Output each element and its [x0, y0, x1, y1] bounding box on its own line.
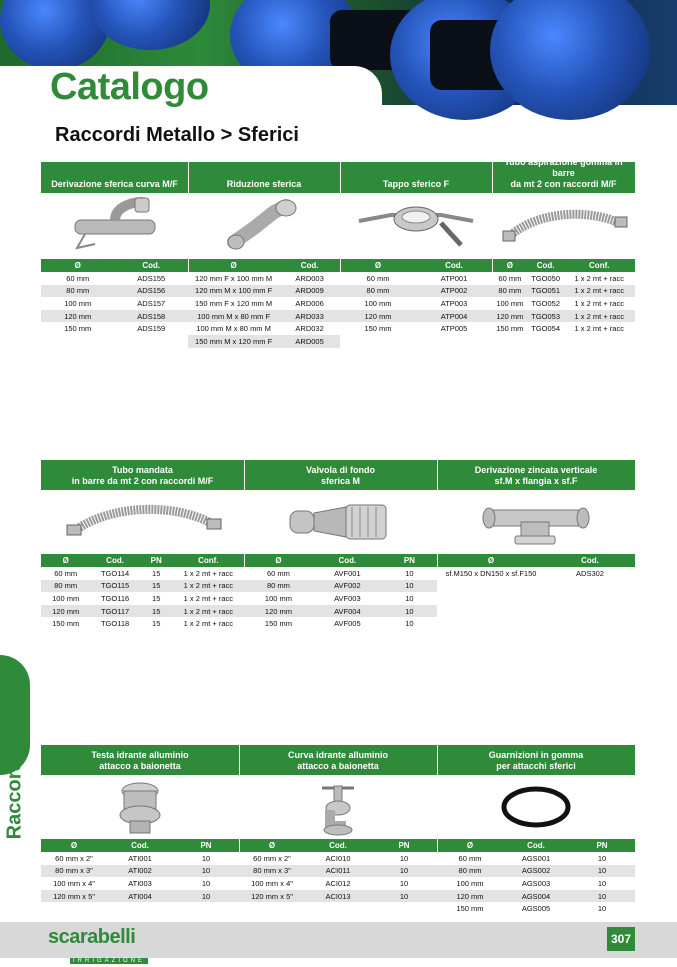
cell-pn: 15 — [152, 619, 161, 629]
table-row — [340, 272, 492, 285]
table-row — [437, 877, 635, 890]
product-image — [492, 193, 635, 259]
cell-diameter: 120 mm — [496, 311, 524, 321]
cell-pn: 10 — [405, 606, 414, 616]
column-header: PN — [398, 841, 410, 850]
table-row — [244, 592, 437, 605]
cell-code: TGO054 — [531, 324, 560, 334]
cell-code: ACI010 — [325, 853, 351, 863]
cell-diameter: 120 mm — [52, 606, 80, 616]
product-title-line: Tappo sferico F — [382, 179, 450, 189]
cell-conf: 1 x 2 mt + racc — [574, 311, 624, 321]
table-row — [492, 272, 635, 285]
cell-code: ATP005 — [440, 324, 468, 334]
product-block — [437, 745, 635, 920]
cell-code: AGS004 — [521, 891, 551, 901]
cell-code: ADS155 — [137, 273, 166, 283]
cell-diameter: 150 mm — [264, 619, 292, 629]
cell-code: ATI002 — [128, 866, 152, 876]
product-title — [41, 162, 188, 193]
product-block — [41, 460, 244, 635]
page-subtitle: Raccordi Metallo > Sferici — [55, 124, 299, 146]
table-row — [41, 592, 244, 605]
cell-diameter: 120 mm — [64, 311, 92, 321]
table-row — [41, 580, 244, 593]
cell-code: ARD033 — [295, 311, 324, 321]
product-title — [340, 162, 492, 193]
product-title-line: sferica M — [320, 476, 360, 486]
cell-diameter: 80 mm — [366, 286, 390, 296]
hydrant-head-icon — [110, 779, 170, 835]
divider — [188, 162, 189, 272]
cell-diameter: 60 mm x 2" — [253, 853, 291, 863]
product-table-section-1 — [41, 157, 635, 348]
cell-code: TGO052 — [531, 298, 560, 308]
table-row — [340, 310, 492, 323]
cell-diameter: 150 mm — [496, 324, 524, 334]
cell-pn: 10 — [405, 568, 414, 578]
cell-diameter: 150 mm — [52, 619, 80, 629]
cell-conf: 1 x 2 mt + racc — [183, 619, 234, 629]
table-row — [188, 322, 340, 335]
column-header: Conf. — [198, 556, 219, 565]
cell-pn: 10 — [405, 619, 414, 629]
product-block — [41, 162, 188, 348]
cell-conf: 1 x 2 mt + racc — [183, 568, 234, 578]
cell-diameter: 100 mm — [364, 298, 392, 308]
cell-code: TGO117 — [100, 606, 130, 616]
product-block — [244, 460, 437, 635]
table-row — [239, 890, 437, 903]
cell-diameter: 60 mm — [267, 568, 290, 578]
cell-code: ATI004 — [128, 891, 152, 901]
delivery-hose-icon — [63, 497, 223, 547]
column-header: Ø — [487, 556, 495, 565]
brand-name: scarabelli — [48, 926, 136, 948]
side-category-label: Raccorderia — [3, 723, 26, 840]
cell-pn: 10 — [597, 853, 607, 863]
product-title — [437, 745, 635, 775]
product-title-line: Riduzione sferica — [226, 179, 302, 189]
cell-code: AVF005 — [334, 619, 361, 629]
cell-code: ACI012 — [325, 878, 351, 888]
cell-pn: 10 — [399, 878, 409, 888]
cell-diameter: 100 mm — [264, 593, 292, 603]
column-header: Ø — [230, 261, 237, 270]
table-row — [41, 272, 188, 285]
product-image — [340, 193, 492, 259]
cell-pn: 15 — [152, 581, 161, 591]
pipe-fitting-shape — [90, 0, 210, 50]
cell-conf: 1 x 2 mt + racc — [574, 286, 624, 296]
cell-code: ATP002 — [440, 286, 468, 296]
cell-diameter: 60 mm — [54, 568, 78, 578]
divider — [437, 745, 438, 852]
table-row — [41, 605, 244, 618]
cell-diameter: 150 mm M x 120 mm F — [195, 336, 273, 346]
table-row — [340, 285, 492, 298]
cell-code: ARD003 — [295, 273, 324, 283]
product-title-line: Curva idrante alluminio — [287, 750, 389, 760]
cell-diameter: 80 mm x 3" — [253, 866, 291, 876]
cell-code: ADS156 — [137, 286, 166, 296]
cell-diameter: 150 mm — [364, 324, 392, 334]
cell-conf: 1 x 2 mt + racc — [574, 324, 624, 334]
spherical-cap-icon — [351, 201, 481, 251]
table-row — [492, 310, 635, 323]
product-table-section-3 — [41, 745, 635, 920]
product-title-line: attacco a baionetta — [297, 761, 379, 771]
cell-diameter: 100 mm — [456, 878, 484, 888]
table-row — [239, 865, 437, 878]
cell-pn: 10 — [201, 891, 211, 901]
brand-subtitle: IRRIGAZIONE — [70, 958, 148, 964]
cell-diameter: 150 mm F x 120 mm M — [195, 298, 273, 308]
column-headers — [239, 839, 437, 852]
curved-spherical-branch-icon — [65, 198, 165, 254]
divider — [437, 460, 438, 567]
cell-diameter: 80 mm — [54, 581, 78, 591]
product-title-line: Derivazione sferica curva M/F — [51, 179, 178, 189]
column-headers — [340, 259, 492, 272]
product-title-line: sf.M x flangia x sf.F — [494, 476, 578, 486]
cell-conf: 1 x 2 mt + racc — [183, 593, 234, 603]
product-title-line: Testa idrante alluminio — [91, 750, 189, 760]
table-row — [41, 865, 239, 878]
cell-diameter: 120 mm — [456, 891, 484, 901]
cell-code: ATP001 — [440, 273, 468, 283]
cell-diameter: 150 mm — [64, 324, 92, 334]
product-image — [41, 193, 188, 259]
spherical-reducer-icon — [224, 198, 304, 254]
product-title-line: Guarnizioni in gomma — [488, 750, 584, 760]
column-header: Ø — [466, 841, 474, 850]
cell-code: TGO115 — [100, 581, 130, 591]
table-row — [41, 297, 188, 310]
table-row — [41, 617, 244, 630]
column-header: Ø — [275, 556, 282, 565]
foot-valve-icon — [286, 499, 396, 545]
cell-diameter: 100 mm M x 80 mm F — [197, 311, 271, 321]
product-table-section-2 — [41, 460, 635, 635]
cell-code: ADS157 — [137, 298, 166, 308]
cell-diameter: 120 mm — [264, 606, 292, 616]
cell-pn: 10 — [399, 853, 409, 863]
table-row — [41, 322, 188, 335]
table-row — [437, 567, 635, 580]
cell-pn: 10 — [597, 866, 607, 876]
cell-code: AVF003 — [334, 593, 361, 603]
column-headers — [41, 259, 188, 272]
product-block — [492, 157, 635, 348]
cell-diameter: 120 mm F x 100 mm M — [195, 273, 273, 283]
cell-diameter: 120 mm M x 100 mm F — [195, 286, 273, 296]
cell-code: ATI003 — [128, 878, 152, 888]
product-title-line: per attacchi sferici — [496, 761, 576, 771]
cell-diameter: 80 mm — [498, 286, 522, 296]
column-headers — [437, 554, 635, 567]
column-header: PN — [596, 841, 608, 850]
suction-hose-icon — [499, 201, 629, 251]
table-row — [437, 902, 635, 915]
product-image — [188, 193, 340, 259]
product-title — [437, 460, 635, 490]
cell-pn: 10 — [597, 878, 607, 888]
table-row — [188, 310, 340, 323]
table-row — [492, 297, 635, 310]
table-row — [437, 852, 635, 865]
table-row — [188, 297, 340, 310]
cell-diameter: 60 mm — [66, 273, 90, 283]
product-title — [188, 162, 340, 193]
cell-conf: 1 x 2 mt + racc — [574, 298, 624, 308]
cell-code: ATI001 — [128, 853, 152, 863]
cell-diameter: 80 mm — [66, 286, 90, 296]
cell-diameter: 120 mm — [364, 311, 392, 321]
cell-code: ATP004 — [440, 311, 468, 321]
cell-pn: 10 — [399, 891, 409, 901]
divider — [239, 745, 240, 852]
cell-diameter: 100 mm — [64, 298, 92, 308]
table-row — [244, 605, 437, 618]
table-row — [239, 877, 437, 890]
cell-pn: 10 — [399, 866, 409, 876]
cell-code: ARD009 — [295, 286, 324, 296]
column-header: Ø — [506, 261, 513, 270]
product-image — [41, 775, 239, 839]
cell-conf: 1 x 2 mt + racc — [183, 606, 234, 616]
product-image — [41, 490, 244, 554]
cell-code: AGS002 — [521, 866, 551, 876]
product-block — [437, 460, 635, 635]
product-title — [492, 157, 635, 193]
cell-diameter: sf.M150 x DN150 x sf.F150 — [445, 568, 537, 578]
cell-pn: 10 — [405, 593, 414, 603]
product-image — [239, 775, 437, 839]
column-headers — [492, 259, 635, 272]
product-block — [239, 745, 437, 920]
product-title — [239, 745, 437, 775]
column-header: Cod. — [445, 261, 463, 270]
cell-diameter: 60 mm — [458, 853, 482, 863]
column-header: Cod. — [536, 261, 555, 270]
table-row — [41, 285, 188, 298]
hydrant-bend-icon — [308, 778, 368, 836]
product-title-line: in barre da mt 2 con raccordi M/F — [71, 476, 214, 486]
column-header: Cod. — [142, 261, 161, 270]
column-headers — [41, 839, 239, 852]
product-title — [41, 745, 239, 775]
cell-code: ADS159 — [137, 324, 166, 334]
divider — [340, 162, 341, 272]
cell-pn: 15 — [152, 593, 161, 603]
cell-diameter: 120 mm x 5" — [53, 891, 95, 901]
table-row — [340, 297, 492, 310]
column-header: Cod. — [329, 841, 347, 850]
column-header: Cod. — [527, 841, 545, 850]
cell-diameter: 80 mm x 3" — [55, 866, 93, 876]
cell-pn: 15 — [152, 606, 161, 616]
product-title-line: Derivazione zincata verticale — [474, 465, 598, 475]
column-header: Cod. — [300, 261, 319, 270]
brand-logo — [48, 926, 148, 967]
column-header: Ø — [62, 556, 69, 565]
product-title-line: da mt 2 con raccordi M/F — [510, 179, 617, 189]
column-headers — [188, 259, 340, 272]
cell-diameter: 100 mm M x 80 mm M — [196, 324, 271, 334]
cell-diameter: 150 mm — [456, 904, 484, 914]
column-headers — [437, 839, 635, 852]
cell-code: TGO050 — [531, 273, 560, 283]
cell-pn: 10 — [597, 904, 607, 914]
cell-code: ARD005 — [295, 336, 324, 346]
cell-code: AVF004 — [334, 606, 361, 616]
table-row — [244, 580, 437, 593]
cell-code: AGS001 — [521, 853, 551, 863]
rubber-gasket-icon — [496, 782, 576, 832]
product-image — [437, 490, 635, 554]
cell-code: AGS005 — [521, 904, 551, 914]
cell-diameter: 100 mm x 4" — [251, 878, 293, 888]
divider — [244, 460, 245, 567]
cell-diameter: 60 mm x 2" — [55, 853, 93, 863]
product-title-line: Valvola di fondo — [305, 465, 375, 475]
column-header: Cod. — [338, 556, 357, 565]
cell-conf: 1 x 2 mt + racc — [574, 273, 624, 283]
cell-code: AGS003 — [521, 878, 551, 888]
column-header: Ø — [70, 841, 78, 850]
cell-conf: 1 x 2 mt + racc — [183, 581, 234, 591]
page-number: 307 — [607, 927, 635, 951]
cell-diameter: 100 mm — [52, 593, 80, 603]
column-header: Conf. — [589, 261, 610, 270]
cell-code: TGO053 — [531, 311, 560, 321]
product-block — [41, 745, 239, 920]
table-row — [188, 272, 340, 285]
column-header: Cod. — [131, 841, 149, 850]
column-header: Ø — [374, 261, 382, 270]
product-title-line: Tubo aspirazione gomma in barre — [504, 157, 623, 178]
table-row — [41, 567, 244, 580]
table-row — [437, 865, 635, 878]
cell-code: ARD032 — [295, 324, 324, 334]
cell-pn: 15 — [152, 568, 161, 578]
cell-code: ADS302 — [576, 568, 604, 578]
cell-pn: 10 — [405, 581, 414, 591]
table-row — [41, 877, 239, 890]
table-row — [41, 310, 188, 323]
cell-code: TGO118 — [100, 619, 130, 629]
cell-code: TGO051 — [531, 286, 560, 296]
cell-code: ACI013 — [325, 891, 351, 901]
table-row — [492, 322, 635, 335]
table-row — [244, 617, 437, 630]
product-block — [188, 162, 340, 348]
cell-diameter: 100 mm — [496, 298, 524, 308]
cell-code: AVF002 — [334, 581, 361, 591]
cell-diameter: 80 mm — [458, 866, 482, 876]
cell-diameter: 60 mm — [498, 273, 522, 283]
cell-pn: 10 — [201, 853, 211, 863]
column-headers — [244, 554, 437, 567]
divider — [492, 162, 493, 272]
cell-diameter: 80 mm — [267, 581, 290, 591]
column-header: Ø — [268, 841, 276, 850]
column-header: Ø — [74, 261, 81, 270]
table-row — [239, 852, 437, 865]
column-header: PN — [150, 556, 162, 565]
cell-pn: 10 — [597, 891, 607, 901]
page-title: Catalogo — [50, 66, 209, 108]
table-row — [188, 285, 340, 298]
column-header: PN — [200, 841, 212, 850]
product-title — [41, 460, 244, 490]
column-header: Cod. — [581, 556, 599, 565]
cell-diameter: 100 mm x 4" — [53, 878, 95, 888]
table-row — [244, 567, 437, 580]
cell-code: ADS158 — [137, 311, 166, 321]
table-row — [41, 890, 239, 903]
cell-diameter: 60 mm — [366, 273, 390, 283]
cell-code: ACI011 — [325, 866, 351, 876]
product-title — [244, 460, 437, 490]
column-header: PN — [403, 556, 415, 565]
product-image — [244, 490, 437, 554]
product-title-line: attacco a baionetta — [99, 761, 181, 771]
cell-code: ATP003 — [440, 298, 468, 308]
product-title-line: Tubo mandata — [112, 465, 173, 475]
cell-code: TGO116 — [100, 593, 130, 603]
table-row — [340, 322, 492, 335]
cell-pn: 10 — [201, 866, 211, 876]
column-header: Cod. — [106, 556, 124, 565]
table-row — [188, 335, 340, 348]
product-block — [340, 162, 492, 348]
cell-pn: 10 — [201, 878, 211, 888]
cell-code: AVF001 — [334, 568, 361, 578]
table-row — [41, 852, 239, 865]
table-row — [492, 285, 635, 298]
cell-code: ARD006 — [295, 298, 324, 308]
galvanized-tee-icon — [481, 496, 591, 548]
cell-diameter: 120 mm x 5" — [251, 891, 293, 901]
table-row — [437, 890, 635, 903]
cell-code: TGO114 — [100, 568, 130, 578]
column-headers — [41, 554, 244, 567]
product-image — [437, 775, 635, 839]
